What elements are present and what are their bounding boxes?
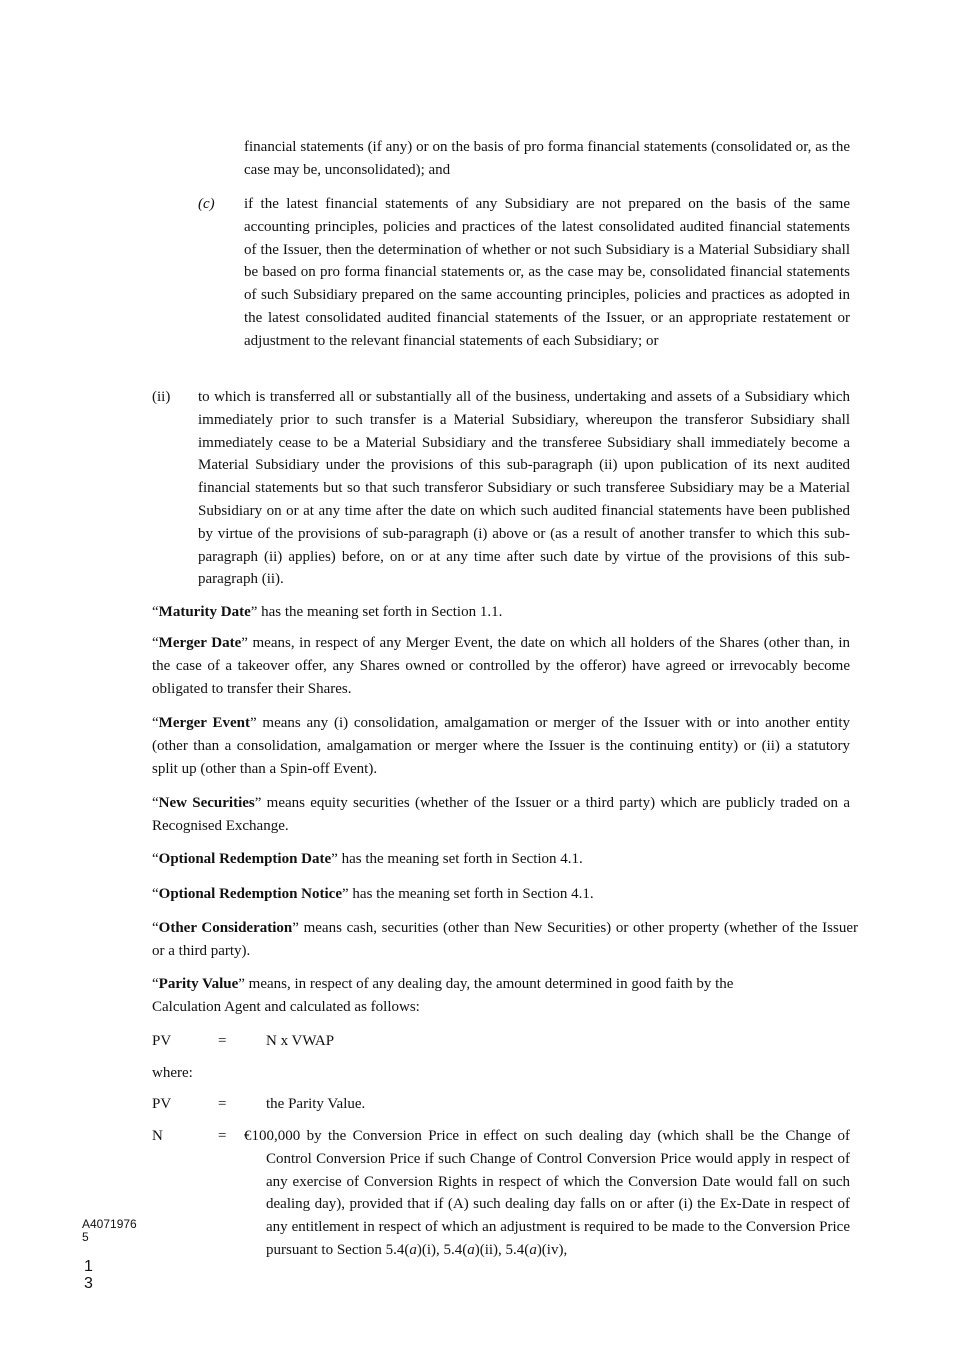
definition-text: ” means equity securities (whether of the Issuer or a third party) which are publicly traded on a Recognised Exchange.: [152, 795, 850, 834]
definition-text: ” means cash, securities (other than New Securities) or other property (whether of the Issuer or a third party).: [152, 920, 858, 959]
definition-new-securities: [152, 792, 850, 838]
page-number: 1: [84, 1258, 93, 1275]
definition-text: ” means, in respect of any dealing day, the amount determined in good faith by the Calculation Agent and calculated as follows:: [152, 976, 734, 1015]
item-c-text: if the latest financial statements of any Subsidiary are not prepared on the basis of the same accounting principles, policies and practices of the latest consolidated audited financial statements of the Issuer, then the determination of whether or not such Subsidiary is a Material Subsidiary shall be based on pro forma financial statements or, as the case may be, consolidated financial statements of such Subsidiary prepared on the same accounting principles, policies and practices as adopted in the latest consolidated audited financial statements of the Issuer, or an appropriate restatement or adjustment to the relevant financial statements of each Subsidiary; or: [244, 196, 850, 349]
n-definition-italic: a: [409, 1241, 417, 1258]
pv-definition-lhs: PV: [152, 1096, 172, 1112]
open-quote: “: [152, 976, 159, 992]
open-quote: “: [152, 886, 159, 902]
defined-term: Parity Value: [158, 976, 239, 992]
definition-text: ” has the meaning set forth in Section 4.1.: [342, 886, 594, 902]
footer-doc-id-line1: A4071976: [82, 1217, 137, 1231]
item-ii-label: (ii): [152, 389, 171, 405]
item-ii-text: to which is transferred all or substantially all of the business, undertaking and assets of a Subsidiary which immediately prior to such transfer is a Material Subsidiary, whereupon the transferor Subsidiary shall immediately cease to be a Material Subsidiary and the transferee Subsidiary shall immediately become a Material Subsidiary under the provisions of this sub-paragraph (ii) upon publication of its next audited financial statements but so that such transferor Subsidiary or such transferee Subsidiary may be a Material Subsidiary on or at any time after the date on which such audited financial statements have been published by virtue of the provisions of sub-paragraph (i) above or (as a result of another transfer to which this sub-paragraph (ii) applies) before, on or at any time after such date by virtue of the provisions of this sub-paragraph (ii).: [198, 389, 850, 588]
page-number-sub: 3: [84, 1275, 93, 1292]
n-definition-equals: =: [218, 1128, 227, 1144]
formula-lhs: PV: [152, 1033, 172, 1049]
n-definition-rhs: [244, 1125, 850, 1262]
open-quote: “: [152, 604, 159, 620]
defined-term: Other Consideration: [158, 920, 293, 936]
formula-equals: =: [218, 1033, 227, 1049]
open-quote: “: [152, 851, 159, 867]
defined-term: Maturity Date: [158, 604, 251, 620]
definition-maturity-date: [152, 601, 850, 624]
open-quote: “: [152, 715, 159, 731]
n-definition-text: €100,000 by the Conversion Price in effect on such dealing day (which shall be the Change of Control Conversion Price if such Change of Control Conversion Price would apply in respect of any exercise of Conversion Rights in respect of which the Conversion Date would fall on such dealing day), provided that if (A) such dealing day falls on or after (i) the Ex-Date in respect of any entitlement in respect of which an adjustment is required to be made to the Conversion Price pursuant to Section 5.4(: [244, 1128, 850, 1258]
definition-optional-redemption-notice: [152, 883, 850, 906]
pv-definition-equals: =: [218, 1096, 227, 1112]
n-definition-text: )(i), 5.4(: [416, 1241, 468, 1258]
defined-term: Optional Redemption Date: [158, 851, 332, 867]
defined-term: Merger Event: [158, 715, 250, 731]
definition-text: ” has the meaning set forth in Section 1.1.: [250, 604, 503, 620]
continuation-paragraph: financial statements (if any) or on the basis of pro forma financial statements (consolidated or, as the case may be, unconsolidated); and: [244, 139, 850, 178]
definition-merger-event: [152, 712, 850, 780]
defined-term: New Securities: [158, 795, 255, 811]
footer-doc-id: [82, 1218, 137, 1244]
definition-optional-redemption-date: [152, 848, 850, 871]
footer-doc-id-line2: 5: [82, 1230, 89, 1244]
n-definition-text: )(iv),: [536, 1241, 568, 1258]
pv-definition-rhs: the Parity Value.: [266, 1096, 366, 1112]
definition-text: ” means, in respect of any Merger Event, the date on which all holders of the Shares (other than, in the case of a takeover offer, any Shares owned or controlled by the offeror) have agreed or irrevocably become obligated to transfer their Shares.: [152, 635, 850, 697]
n-definition-text: )(ii), 5.4(: [474, 1241, 530, 1258]
formula-rhs: N x VWAP: [266, 1033, 335, 1049]
definition-text: ” has the meaning set forth in Section 4.1.: [331, 851, 583, 867]
defined-term: Optional Redemption Notice: [158, 886, 342, 902]
n-definition-italic: a: [529, 1241, 537, 1258]
n-definition-italic: a: [467, 1241, 475, 1258]
n-definition-lhs: N: [152, 1128, 163, 1144]
definition-merger-date: [152, 632, 850, 700]
open-quote: “: [152, 920, 159, 936]
definition-other-consideration: [152, 917, 858, 963]
footer-page-number: [84, 1258, 104, 1292]
definition-parity-value: [152, 973, 802, 1019]
definition-text: ” means any (i) consolidation, amalgamation or merger of the Issuer with or into another entity (other than a consolidation, amalgamation or merger where the Issuer is the continuing entity) or (ii) a statutory split up (other than a Spin-off Event).: [152, 715, 850, 777]
open-quote: “: [152, 795, 159, 811]
where-label: where:: [152, 1065, 193, 1081]
item-c-label: (c): [198, 196, 215, 212]
open-quote: “: [152, 635, 159, 651]
defined-term: Merger Date: [158, 635, 242, 651]
